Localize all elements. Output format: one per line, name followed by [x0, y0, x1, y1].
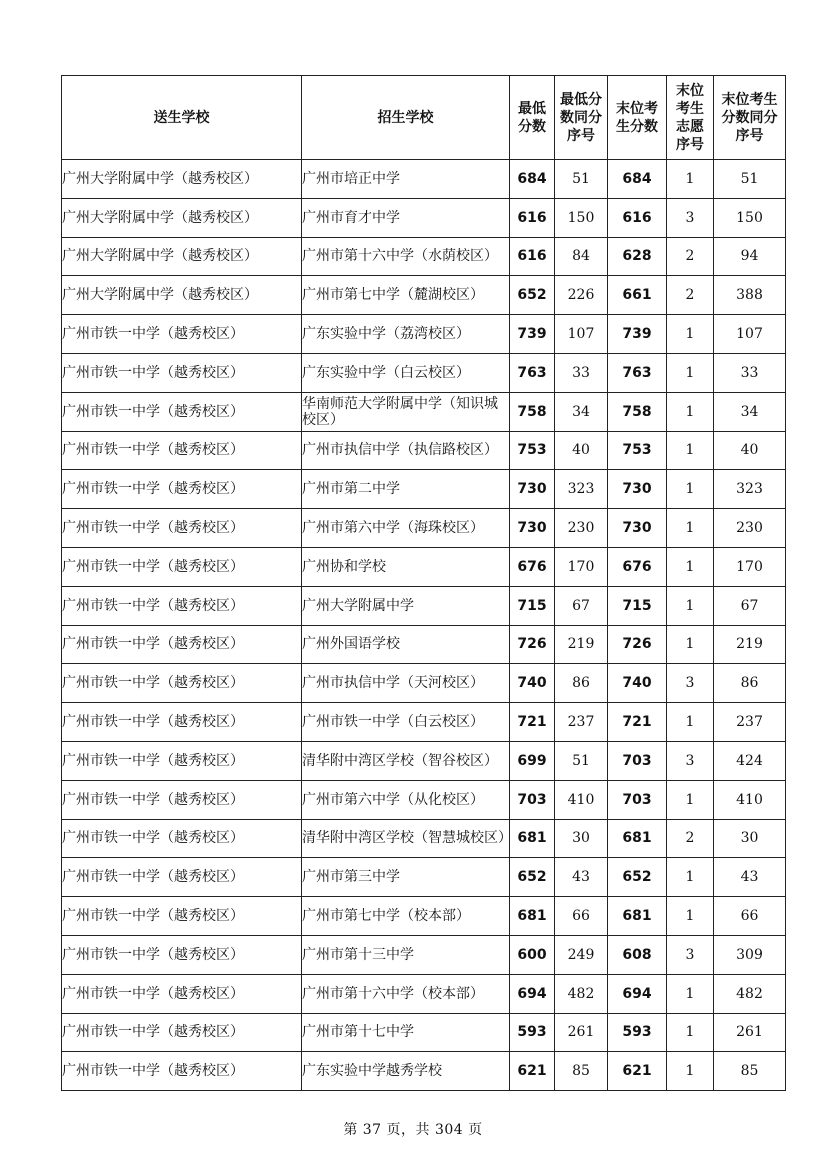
min-score-rank-cell: 237 [555, 703, 608, 742]
table-row [62, 276, 786, 315]
header-min-score [510, 76, 555, 160]
min-score-rank-cell: 33 [555, 353, 608, 392]
last-preference-cell: 2 [667, 237, 714, 276]
min-score-cell: 703 [510, 780, 555, 819]
last-score-rank-cell: 67 [714, 586, 786, 625]
last-score-rank-cell: 410 [714, 780, 786, 819]
header-min-score-rank [555, 76, 608, 160]
sending-school-cell: 广州大学附属中学（越秀校区） [62, 198, 302, 237]
page-footer: 第 37 页，共 304 页 [343, 1122, 483, 1138]
last-score-rank-cell: 170 [714, 547, 786, 586]
sending-school-cell: 广州市铁一中学（越秀校区） [62, 470, 302, 509]
min-score-rank-cell: 323 [555, 470, 608, 509]
sending-school-cell: 广州市铁一中学（越秀校区） [62, 625, 302, 664]
last-score-rank-cell: 388 [714, 276, 786, 315]
admitting-school-cell: 清华附中湾区学校（智慧城校区） [302, 819, 510, 858]
last-preference-cell: 3 [667, 935, 714, 974]
table-row [62, 819, 786, 858]
last-preference-cell: 1 [667, 780, 714, 819]
header-last-score-rank-text: 末位考生 分数同分 序号 [721, 91, 778, 144]
sending-school-cell: 广州市铁一中学（越秀校区） [62, 431, 302, 470]
table-row [62, 1013, 786, 1052]
min-score-rank-cell: 30 [555, 819, 608, 858]
table-row [62, 431, 786, 470]
admitting-school-cell: 广州市第十七中学 [302, 1013, 510, 1052]
table-row [62, 237, 786, 276]
sending-school-cell: 广州市铁一中学（越秀校区） [62, 780, 302, 819]
min-score-rank-cell: 261 [555, 1013, 608, 1052]
last-score-rank-cell: 30 [714, 819, 786, 858]
last-score-cell: 616 [608, 198, 667, 237]
header-last-score-text: 末位考 生分数 [616, 100, 658, 135]
last-preference-cell: 1 [667, 547, 714, 586]
last-preference-cell: 1 [667, 160, 714, 199]
sending-school-cell: 广州大学附属中学（越秀校区） [62, 276, 302, 315]
admitting-school-cell: 清华附中湾区学校（智谷校区） [302, 741, 510, 780]
sending-school-cell: 广州市铁一中学（越秀校区） [62, 935, 302, 974]
admitting-school-cell: 广东实验中学（荔湾校区） [302, 315, 510, 354]
sending-school-cell: 广州市铁一中学（越秀校区） [62, 392, 302, 431]
min-score-cell: 652 [510, 858, 555, 897]
table-row [62, 353, 786, 392]
table-row [62, 586, 786, 625]
min-score-rank-cell: 66 [555, 897, 608, 936]
sending-school-cell: 广州大学附属中学（越秀校区） [62, 160, 302, 199]
last-preference-cell: 3 [667, 198, 714, 237]
last-preference-cell: 1 [667, 509, 714, 548]
header-min-score-rank-text: 最低分 数同分 序号 [560, 91, 602, 144]
sending-school-cell: 广州市铁一中学（越秀校区） [62, 664, 302, 703]
last-score-rank-cell: 85 [714, 1052, 786, 1091]
last-preference-cell: 2 [667, 819, 714, 858]
last-preference-cell: 1 [667, 431, 714, 470]
min-score-rank-cell: 226 [555, 276, 608, 315]
table-row [62, 664, 786, 703]
sending-school-cell: 广州市铁一中学（越秀校区） [62, 1052, 302, 1091]
last-preference-cell: 1 [667, 392, 714, 431]
last-preference-cell: 3 [667, 664, 714, 703]
last-score-cell: 681 [608, 897, 667, 936]
last-preference-cell: 1 [667, 1013, 714, 1052]
min-score-cell: 694 [510, 974, 555, 1013]
last-preference-cell: 1 [667, 470, 714, 509]
min-score-cell: 616 [510, 198, 555, 237]
last-preference-cell: 1 [667, 353, 714, 392]
sending-school-cell: 广州市铁一中学（越秀校区） [62, 315, 302, 354]
admitting-school-cell: 广州市第十六中学（水荫校区） [302, 237, 510, 276]
header-admitting-school: 招生学校 [302, 76, 510, 160]
header-last-score [608, 76, 667, 160]
min-score-rank-cell: 67 [555, 586, 608, 625]
sending-school-cell: 广州市铁一中学（越秀校区） [62, 586, 302, 625]
last-score-cell: 739 [608, 315, 667, 354]
admission-score-table [61, 75, 786, 1091]
min-score-cell: 681 [510, 897, 555, 936]
table-row [62, 625, 786, 664]
table-row [62, 703, 786, 742]
min-score-cell: 621 [510, 1052, 555, 1091]
last-score-rank-cell: 33 [714, 353, 786, 392]
min-score-rank-cell: 43 [555, 858, 608, 897]
header-sending-school: 送生学校 [62, 76, 302, 160]
admitting-school-cell: 广州市育才中学 [302, 198, 510, 237]
min-score-cell: 600 [510, 935, 555, 974]
min-score-cell: 758 [510, 392, 555, 431]
last-score-cell: 694 [608, 974, 667, 1013]
admitting-school-cell: 广州市第六中学（海珠校区） [302, 509, 510, 548]
last-preference-cell: 1 [667, 625, 714, 664]
table-body [62, 160, 786, 1091]
last-score-cell: 608 [608, 935, 667, 974]
min-score-cell: 726 [510, 625, 555, 664]
last-score-rank-cell: 261 [714, 1013, 786, 1052]
table-row [62, 1052, 786, 1091]
min-score-rank-cell: 86 [555, 664, 608, 703]
last-score-cell: 763 [608, 353, 667, 392]
min-score-cell: 739 [510, 315, 555, 354]
last-score-rank-cell: 40 [714, 431, 786, 470]
min-score-cell: 763 [510, 353, 555, 392]
last-score-cell: 628 [608, 237, 667, 276]
min-score-rank-cell: 410 [555, 780, 608, 819]
sending-school-cell: 广州市铁一中学（越秀校区） [62, 353, 302, 392]
admitting-school-cell: 广州市第十三中学 [302, 935, 510, 974]
admitting-school-cell: 广州大学附属中学 [302, 586, 510, 625]
last-preference-cell: 1 [667, 974, 714, 1013]
header-row [62, 76, 786, 160]
last-score-rank-cell: 482 [714, 974, 786, 1013]
min-score-rank-cell: 84 [555, 237, 608, 276]
last-preference-cell: 1 [667, 897, 714, 936]
min-score-cell: 730 [510, 470, 555, 509]
last-score-cell: 681 [608, 819, 667, 858]
admitting-school-cell: 广州市第二中学 [302, 470, 510, 509]
last-score-rank-cell: 51 [714, 160, 786, 199]
table-row [62, 741, 786, 780]
last-score-rank-cell: 309 [714, 935, 786, 974]
min-score-rank-cell: 170 [555, 547, 608, 586]
min-score-cell: 684 [510, 160, 555, 199]
min-score-rank-cell: 85 [555, 1052, 608, 1091]
sending-school-cell: 广州市铁一中学（越秀校区） [62, 547, 302, 586]
last-score-rank-cell: 424 [714, 741, 786, 780]
last-score-rank-cell: 86 [714, 664, 786, 703]
last-score-cell: 593 [608, 1013, 667, 1052]
table-row [62, 780, 786, 819]
admitting-school-cell: 广州市第三中学 [302, 858, 510, 897]
admitting-school-cell: 广州市培正中学 [302, 160, 510, 199]
sending-school-cell: 广州市铁一中学（越秀校区） [62, 509, 302, 548]
table-row [62, 935, 786, 974]
min-score-cell: 721 [510, 703, 555, 742]
admitting-school-cell: 广州市第七中学（校本部） [302, 897, 510, 936]
last-score-rank-cell: 219 [714, 625, 786, 664]
last-score-cell: 703 [608, 741, 667, 780]
header-last-score-rank [714, 76, 786, 160]
min-score-rank-cell: 219 [555, 625, 608, 664]
min-score-cell: 699 [510, 741, 555, 780]
last-score-rank-cell: 230 [714, 509, 786, 548]
last-score-cell: 684 [608, 160, 667, 199]
min-score-cell: 616 [510, 237, 555, 276]
min-score-cell: 715 [510, 586, 555, 625]
last-score-cell: 758 [608, 392, 667, 431]
last-preference-cell: 1 [667, 586, 714, 625]
min-score-rank-cell: 150 [555, 198, 608, 237]
min-score-rank-cell: 51 [555, 741, 608, 780]
sending-school-cell: 广州市铁一中学（越秀校区） [62, 703, 302, 742]
admitting-school-cell: 广州协和学校 [302, 547, 510, 586]
table-row [62, 547, 786, 586]
min-score-cell: 730 [510, 509, 555, 548]
min-score-cell: 652 [510, 276, 555, 315]
last-score-cell: 726 [608, 625, 667, 664]
admitting-school-cell: 广州市铁一中学（白云校区） [302, 703, 510, 742]
last-score-rank-cell: 323 [714, 470, 786, 509]
min-score-rank-cell: 249 [555, 935, 608, 974]
last-preference-cell: 1 [667, 703, 714, 742]
last-score-rank-cell: 66 [714, 897, 786, 936]
table-row [62, 198, 786, 237]
min-score-rank-cell: 40 [555, 431, 608, 470]
table-row [62, 509, 786, 548]
table-row [62, 160, 786, 199]
admitting-school-cell: 广州市执信中学（执信路校区） [302, 431, 510, 470]
min-score-rank-cell: 34 [555, 392, 608, 431]
sending-school-cell: 广州大学附属中学（越秀校区） [62, 237, 302, 276]
last-score-cell: 621 [608, 1052, 667, 1091]
last-preference-cell: 1 [667, 315, 714, 354]
last-score-cell: 715 [608, 586, 667, 625]
min-score-rank-cell: 482 [555, 974, 608, 1013]
min-score-cell: 740 [510, 664, 555, 703]
table-row [62, 392, 786, 431]
table-row [62, 974, 786, 1013]
header-min-score-text: 最低 分数 [518, 100, 546, 135]
admitting-school-cell: 广州市第七中学（麓湖校区） [302, 276, 510, 315]
last-score-rank-cell: 34 [714, 392, 786, 431]
table-row [62, 470, 786, 509]
last-score-rank-cell: 94 [714, 237, 786, 276]
admitting-school-cell: 广州市执信中学（天河校区） [302, 664, 510, 703]
min-score-cell: 676 [510, 547, 555, 586]
last-score-cell: 721 [608, 703, 667, 742]
sending-school-cell: 广州市铁一中学（越秀校区） [62, 741, 302, 780]
table-row [62, 315, 786, 354]
min-score-rank-cell: 230 [555, 509, 608, 548]
sending-school-cell: 广州市铁一中学（越秀校区） [62, 897, 302, 936]
last-score-cell: 676 [608, 547, 667, 586]
last-score-cell: 661 [608, 276, 667, 315]
header-last-preference [667, 76, 714, 160]
sending-school-cell: 广州市铁一中学（越秀校区） [62, 858, 302, 897]
admitting-school-cell: 广州外国语学校 [302, 625, 510, 664]
table-row [62, 897, 786, 936]
min-score-cell: 681 [510, 819, 555, 858]
admitting-school-cell: 广东实验中学（白云校区） [302, 353, 510, 392]
sending-school-cell: 广州市铁一中学（越秀校区） [62, 819, 302, 858]
table-row [62, 858, 786, 897]
admitting-school-cell: 华南师范大学附属中学（知识城校区） [302, 392, 510, 431]
last-preference-cell: 1 [667, 858, 714, 897]
admitting-school-cell: 广东实验中学越秀学校 [302, 1052, 510, 1091]
last-score-rank-cell: 150 [714, 198, 786, 237]
admitting-school-cell: 广州市第六中学（从化校区） [302, 780, 510, 819]
last-score-rank-cell: 237 [714, 703, 786, 742]
last-score-cell: 652 [608, 858, 667, 897]
min-score-cell: 753 [510, 431, 555, 470]
min-score-rank-cell: 107 [555, 315, 608, 354]
min-score-rank-cell: 51 [555, 160, 608, 199]
last-score-rank-cell: 107 [714, 315, 786, 354]
last-score-cell: 730 [608, 470, 667, 509]
last-score-cell: 730 [608, 509, 667, 548]
last-score-cell: 703 [608, 780, 667, 819]
sending-school-cell: 广州市铁一中学（越秀校区） [62, 1013, 302, 1052]
last-preference-cell: 1 [667, 1052, 714, 1091]
admitting-school-cell: 广州市第十六中学（校本部） [302, 974, 510, 1013]
last-preference-cell: 2 [667, 276, 714, 315]
last-score-rank-cell: 43 [714, 858, 786, 897]
last-score-cell: 753 [608, 431, 667, 470]
header-last-preference-text: 末位 考生 志愿 序号 [676, 82, 704, 153]
last-score-cell: 740 [608, 664, 667, 703]
min-score-cell: 593 [510, 1013, 555, 1052]
sending-school-cell: 广州市铁一中学（越秀校区） [62, 974, 302, 1013]
last-preference-cell: 3 [667, 741, 714, 780]
